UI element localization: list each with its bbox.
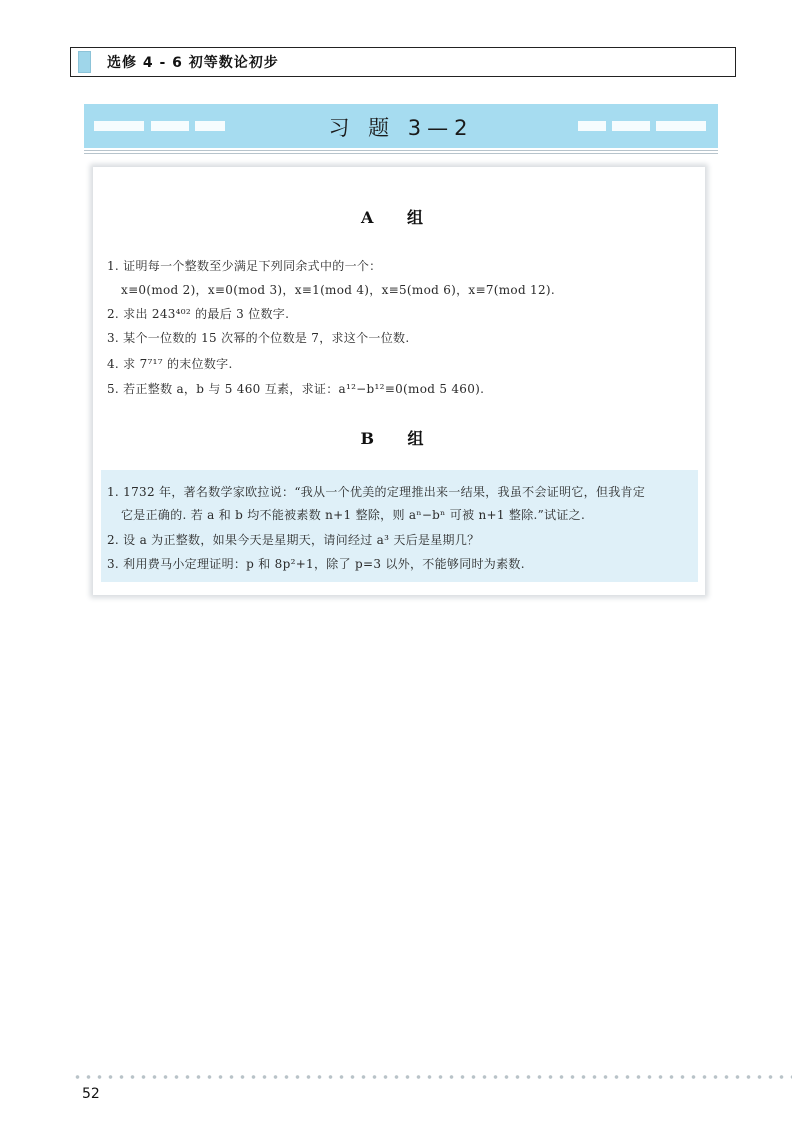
- running-header: [70, 47, 736, 77]
- exercise-title-band: [84, 104, 718, 148]
- header-marker-icon: [78, 51, 91, 73]
- group-b-item: 它是正确的. 若 a 和 b 均不能被素数 n+1 整除，则 aⁿ−bⁿ 可被 n+1 整除.”试证之.: [121, 508, 586, 522]
- group-a-item: 3. 某个一位数的 15 次幂的个位数是 7，求这个一位数.: [107, 331, 410, 345]
- exercise-panel: [93, 167, 705, 595]
- group-a-heading: A 组: [361, 208, 437, 227]
- group-a-item: 1. 证明每一个整数至少满足下列同余式中的一个：: [107, 259, 382, 273]
- running-title: 选修 4 - 6 初等数论初步: [107, 55, 279, 71]
- group-a-item: 4. 求 7⁷¹⁷ 的末位数字.: [107, 357, 233, 371]
- page-number: 52: [82, 1086, 100, 1102]
- group-a-item: 5. 若正整数 a，b 与 5 460 互素，求证：a¹²−b¹²≡0(mod 5 460).: [107, 382, 485, 396]
- footer-dotted-rule: [72, 1075, 792, 1079]
- group-b-heading: B 组: [360, 429, 438, 448]
- title-divider: [84, 153, 718, 154]
- title-divider: [84, 150, 718, 151]
- group-a-item: 2. 求出 243⁴⁰² 的最后 3 位数字.: [107, 307, 290, 321]
- group-a-item: x≡0(mod 2)，x≡0(mod 3)，x≡1(mod 4)，x≡5(mod 6)，x≡7(mod 12).: [121, 283, 556, 297]
- group-b-item: 1. 1732 年，著名数学家欧拉说：“我从一个优美的定理推出来一结果，我虽不会证明它，但我肯定: [107, 485, 646, 499]
- group-b-item: 3. 利用费马小定理证明：p 和 8p²+1，除了 p=3 以外，不能够同时为素数.: [107, 557, 525, 571]
- exercise-title: 习 题 3—2: [328, 116, 474, 140]
- group-b-item: 2. 设 a 为正整数，如果今天是星期天，请问经过 a³ 天后是星期几？: [107, 533, 480, 547]
